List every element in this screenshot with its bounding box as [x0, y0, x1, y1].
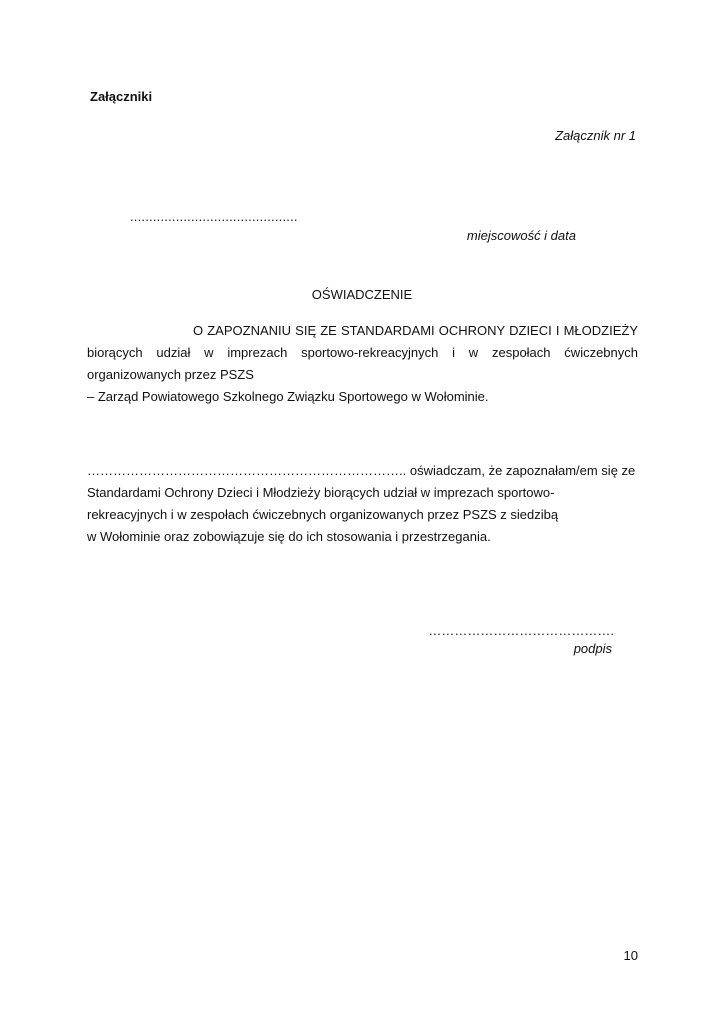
subject-line: – Zarząd Powiatowego Szkolnego Związku Sportowego w Wołominie.	[87, 389, 489, 404]
signature-label: podpis	[573, 641, 612, 656]
declaration-subject	[87, 320, 638, 408]
statement-line: w Wołominie oraz zobowiązuje się do ich stosowania i przestrzegania.	[87, 529, 491, 544]
signature-blank: …………………………………….	[428, 623, 614, 638]
page-number: 10	[623, 948, 638, 963]
subject-line: organizowanych przez PSZS	[87, 367, 254, 382]
subject-line: biorących udział w imprezach sportowo-rekreacyjnych i w zespołach ćwiczebnych	[87, 345, 638, 360]
statement-line: rekreacyjnych i w zespołach ćwiczebnych organizowanych przez PSZS z siedzibą	[87, 507, 559, 522]
subject-line: O ZAPOZNANIU SIĘ ZE STANDARDAMI OCHRONY DZIECI I MŁODZIEŻY	[193, 323, 638, 338]
attachment-number: Załącznik nr 1	[555, 128, 636, 143]
section-heading: Załączniki	[90, 89, 153, 104]
statement-line: Standardami Ochrony Dzieci i Młodzieży biorących udział w imprezach sportowo-	[87, 485, 555, 500]
place-date-label: miejscowość i data	[466, 228, 576, 243]
statement-line: ……………………………………………………………….. oświadczam, że zapoznałam/em się ze	[87, 463, 636, 478]
place-date-blank: ............................................	[130, 209, 298, 224]
document-title: OŚWIADCZENIE	[311, 287, 413, 302]
declaration-statement	[87, 460, 638, 548]
